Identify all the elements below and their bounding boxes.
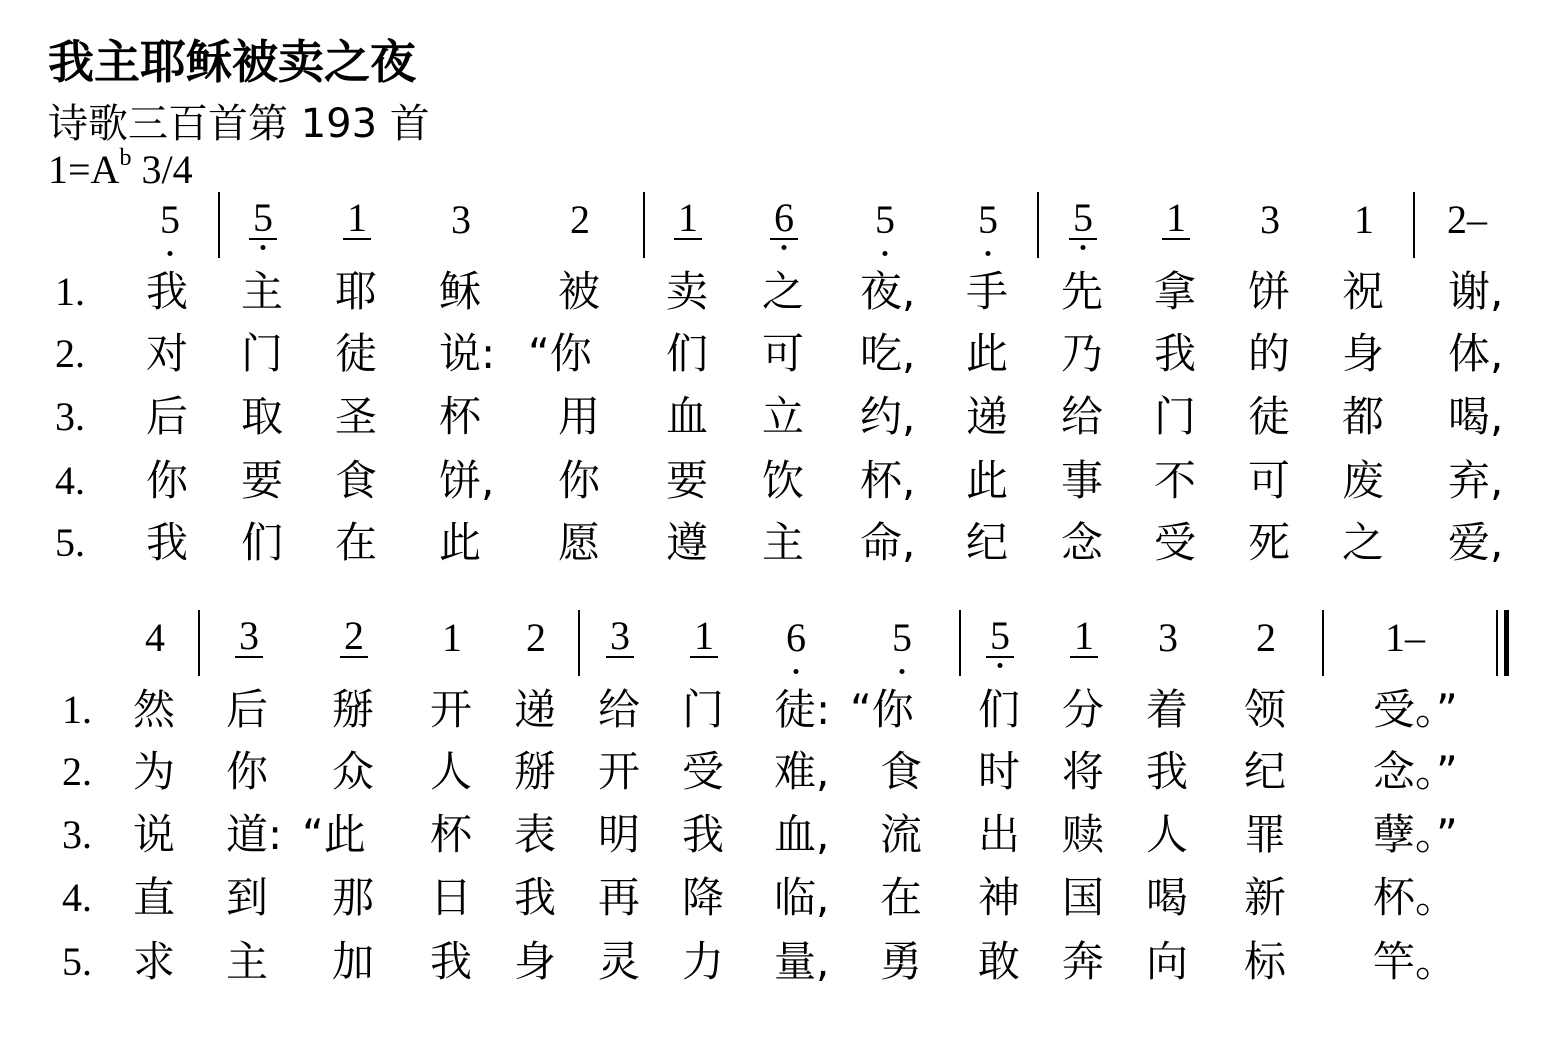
lyric-syllable: 喝	[1146, 873, 1189, 922]
lyric-syllable: 饼,	[439, 456, 495, 505]
lyric-syllable: 你	[146, 456, 189, 505]
lyric-syllable: 饼	[1248, 267, 1291, 316]
lyric-syllable: 量,	[774, 937, 830, 986]
lyric-syllable: 饮	[762, 456, 805, 505]
lyric-syllable: 主	[762, 518, 805, 567]
lyric-syllable: 流	[880, 810, 923, 859]
note	[892, 616, 912, 660]
barline	[1322, 610, 1324, 676]
low-octave-dot	[900, 669, 905, 674]
lyric-syllable: 说:	[439, 329, 496, 378]
lyric-syllable: 受。”	[1373, 685, 1458, 734]
lyric-syllable: 谢,	[1448, 267, 1504, 316]
note	[1354, 198, 1374, 242]
lyric-syllable: 的	[1248, 329, 1291, 378]
lyric-syllable: 要	[241, 456, 284, 505]
note-digit: 5	[1073, 195, 1093, 240]
lyric-syllable: 直	[133, 873, 176, 922]
lyric-syllable: 遵	[666, 518, 709, 567]
note-digit: 5	[160, 197, 180, 242]
low-octave-dot	[261, 245, 266, 250]
note	[606, 613, 634, 658]
lyric-syllable: 力	[682, 937, 725, 986]
note-digit: 4	[145, 615, 165, 660]
note	[160, 198, 180, 242]
verse-number: 1.	[55, 269, 85, 314]
lyric-syllable: 到	[226, 873, 269, 922]
note	[1069, 195, 1097, 240]
note-digit: 6	[774, 195, 794, 240]
note-digit: 3	[610, 613, 630, 658]
lyric-syllable: 众	[332, 747, 375, 796]
lyric-syllable: 向	[1146, 937, 1189, 986]
lyric-syllable: 新	[1244, 873, 1287, 922]
lyric-syllable: 着	[1146, 685, 1189, 734]
low-octave-dot	[998, 663, 1003, 668]
lyric-syllable: 道:	[226, 810, 283, 859]
note-digit: 1	[442, 615, 462, 660]
note-digit: 3	[451, 197, 471, 242]
lyric-syllable: 你	[226, 747, 269, 796]
note-digit: 1	[1166, 195, 1186, 240]
lyric-syllable: 为	[133, 747, 176, 796]
lyric-syllable: 罪	[1244, 810, 1287, 859]
lyric-syllable: 降	[682, 873, 725, 922]
barline	[1037, 192, 1039, 258]
lyric-syllable: 们	[666, 329, 709, 378]
lyric-syllable: 开	[598, 747, 641, 796]
note	[1260, 198, 1280, 242]
low-octave-dot	[986, 251, 991, 256]
lyric-syllable: 领	[1244, 685, 1287, 734]
lyric-syllable: 身	[1342, 329, 1385, 378]
verse-number: 2.	[55, 331, 85, 376]
low-octave-dot	[168, 251, 173, 256]
lyric-syllable: 我	[146, 518, 189, 567]
lyric-syllable: 人	[430, 747, 473, 796]
note-digit: 1	[678, 195, 698, 240]
note-digit: 2	[1256, 615, 1276, 660]
lyric-syllable: 之	[1342, 518, 1385, 567]
lyric-syllable: 表	[514, 810, 557, 859]
lyric-syllable: 先	[1061, 267, 1104, 316]
lyric-syllable: 弃,	[1448, 456, 1504, 505]
lyric-syllable: 之	[762, 267, 805, 316]
lyric-syllable: 祝	[1342, 267, 1385, 316]
verse-number: 1.	[62, 687, 92, 732]
lyric-syllable: 我	[1146, 747, 1189, 796]
lyric-syllable: 不	[1154, 456, 1197, 505]
note	[786, 616, 806, 660]
lyric-syllable: 命,	[860, 518, 916, 567]
note-digit: 1	[347, 195, 367, 240]
verse-number: 4.	[55, 458, 85, 503]
lyric-syllable: 食	[335, 456, 378, 505]
lyric-syllable: 我	[682, 810, 725, 859]
barline	[643, 192, 645, 258]
lyric-syllable: 手	[966, 267, 1009, 316]
note	[340, 613, 368, 658]
lyric-syllable: 难,	[774, 747, 830, 796]
lyric-syllable: 徒:	[774, 685, 831, 734]
lyric-syllable: 然	[133, 685, 176, 734]
lyric-syllable: 耶	[335, 267, 378, 316]
verse-number: 3.	[55, 394, 85, 439]
verse-number: 2.	[62, 749, 92, 794]
lyric-syllable: 标	[1244, 937, 1287, 986]
lyric-syllable: 要	[666, 456, 709, 505]
lyric-syllable: 将	[1062, 747, 1105, 796]
note-digit: 5	[875, 197, 895, 242]
lyric-syllable: 徒	[335, 329, 378, 378]
low-octave-dot	[1081, 245, 1086, 250]
note-digit: 6	[786, 615, 806, 660]
note	[1162, 195, 1190, 240]
lyric-syllable: 说	[133, 810, 176, 859]
lyric-syllable: 喝,	[1448, 392, 1504, 441]
note-digit: 5	[892, 615, 912, 660]
barline	[218, 192, 220, 258]
lyric-syllable: 后	[226, 685, 269, 734]
lyric-syllable: 在	[880, 873, 923, 922]
lyric-syllable: 都	[1342, 392, 1385, 441]
lyric-syllable: 我	[146, 267, 189, 316]
lyric-syllable: 我	[514, 873, 557, 922]
note-digit: 2	[570, 197, 590, 242]
note	[442, 616, 462, 660]
lyric-syllable: 被	[558, 267, 601, 316]
lyric-syllable: 你	[558, 456, 601, 505]
note-digit: 1	[1074, 613, 1094, 658]
lyric-syllable: 递	[514, 685, 557, 734]
barline	[1413, 192, 1415, 258]
lyric-syllable: 时	[978, 747, 1021, 796]
lyric-syllable: 纪	[966, 518, 1009, 567]
lyric-syllable: 主	[226, 937, 269, 986]
lyric-syllable: 夜,	[860, 267, 916, 316]
final-barline	[1496, 610, 1498, 676]
note-digit: 1	[1354, 197, 1374, 242]
note-digit: 2	[526, 615, 546, 660]
lyric-syllable: 我	[430, 937, 473, 986]
lyric-syllable: 血,	[774, 810, 830, 859]
lyric-syllable: 门	[682, 685, 725, 734]
lyric-syllable: 可	[762, 329, 805, 378]
key-accidental: b	[119, 144, 132, 171]
note	[249, 195, 277, 240]
lyric-syllable: 加	[332, 937, 375, 986]
lyric-syllable: 爱,	[1448, 518, 1504, 567]
note-digit: 3	[1158, 615, 1178, 660]
lyric-syllable: 杯	[430, 810, 473, 859]
lyric-syllable: 吃,	[860, 329, 916, 378]
lyric-syllable: 给	[598, 685, 641, 734]
verse-number: 5.	[62, 939, 92, 984]
lyric-syllable: 乃	[1061, 329, 1104, 378]
lyric-syllable: 此	[966, 456, 1009, 505]
low-octave-dot	[883, 251, 888, 256]
lyric-syllable: 对	[146, 329, 189, 378]
lyric-syllable: 死	[1248, 518, 1291, 567]
lyric-syllable: 此	[966, 329, 1009, 378]
lyric-syllable: 徒	[1248, 392, 1291, 441]
barline	[198, 610, 200, 676]
note	[875, 198, 895, 242]
lyric-syllable: 杯	[439, 392, 482, 441]
barline	[959, 610, 961, 676]
note-digit: 3	[1260, 197, 1280, 242]
note	[570, 198, 590, 242]
hymn-subtitle: 诗歌三百首第 193 首	[48, 101, 430, 147]
lyric-syllable: 稣	[439, 267, 482, 316]
lyric-syllable: 勇	[880, 937, 923, 986]
final-barline	[1504, 610, 1509, 676]
note	[1447, 198, 1487, 242]
note	[978, 198, 998, 242]
lyric-syllable: 出	[978, 810, 1021, 859]
lyric-syllable: 灵	[598, 937, 641, 986]
note	[343, 195, 371, 240]
lyric-syllable: 后	[146, 392, 189, 441]
lyric-syllable: 纪	[1244, 747, 1287, 796]
lyric-syllable: 卖	[666, 267, 709, 316]
lyric-syllable: “此	[302, 810, 366, 859]
note	[526, 616, 546, 660]
lyric-syllable: 敢	[978, 937, 1021, 986]
lyric-syllable: 事	[1061, 456, 1104, 505]
lyric-syllable: 再	[598, 873, 641, 922]
low-octave-dot	[794, 669, 799, 674]
note-digit: 1	[694, 613, 714, 658]
lyric-syllable: 门	[1154, 392, 1197, 441]
lyric-syllable: 赎	[1062, 810, 1105, 859]
lyric-syllable: 念。”	[1373, 747, 1458, 796]
lyric-syllable: 受	[1154, 518, 1197, 567]
lyric-syllable: 用	[558, 392, 601, 441]
note	[770, 195, 798, 240]
lyric-syllable: 念	[1061, 518, 1104, 567]
lyric-syllable: 我	[1154, 329, 1197, 378]
lyric-syllable: 临,	[774, 873, 830, 922]
lyric-syllable: 明	[598, 810, 641, 859]
note	[1158, 616, 1178, 660]
lyric-syllable: 国	[1062, 873, 1105, 922]
note-digit: 5	[990, 613, 1010, 658]
lyric-syllable: “你	[528, 329, 592, 378]
lyric-syllable: 递	[966, 392, 1009, 441]
lyric-syllable: 可	[1248, 456, 1291, 505]
note	[690, 613, 718, 658]
lyric-syllable: 求	[133, 937, 176, 986]
lyric-syllable: 杯,	[860, 456, 916, 505]
lyric-syllable: 血	[666, 392, 709, 441]
lyric-syllable: 受	[682, 747, 725, 796]
note	[235, 613, 263, 658]
lyric-syllable: 门	[241, 329, 284, 378]
barline	[578, 610, 580, 676]
lyric-syllable: 开	[430, 685, 473, 734]
lyric-syllable: 立	[762, 392, 805, 441]
note	[986, 613, 1014, 658]
lyric-syllable: 在	[335, 518, 378, 567]
note-digit: 2–	[1447, 197, 1487, 242]
verse-number: 3.	[62, 812, 92, 857]
lyric-syllable: 体,	[1448, 329, 1504, 378]
lyric-syllable: 给	[1061, 392, 1104, 441]
lyric-syllable: 食	[880, 747, 923, 796]
key-prefix: 1=A	[48, 147, 120, 192]
note	[145, 616, 165, 660]
low-octave-dot	[782, 245, 787, 250]
lyric-syllable: 孽。”	[1373, 810, 1458, 859]
lyric-syllable: 圣	[335, 392, 378, 441]
note	[1256, 616, 1276, 660]
hymn-title: 我主耶稣被卖之夜	[48, 35, 416, 89]
lyric-syllable: 掰	[514, 747, 557, 796]
lyric-syllable: 约,	[860, 392, 916, 441]
lyric-syllable: 拿	[1154, 267, 1197, 316]
note-digit: 2	[344, 613, 364, 658]
lyric-syllable: 奔	[1062, 937, 1105, 986]
lyric-syllable: 废	[1342, 456, 1385, 505]
lyric-syllable: 日	[430, 873, 473, 922]
note-digit: 1–	[1385, 615, 1425, 660]
lyric-syllable: 掰	[332, 685, 375, 734]
lyric-syllable: 神	[978, 873, 1021, 922]
lyric-syllable: 们	[978, 685, 1021, 734]
note-digit: 3	[239, 613, 259, 658]
note-digit: 5	[978, 197, 998, 242]
lyric-syllable: 此	[439, 518, 482, 567]
lyric-syllable: 分	[1062, 685, 1105, 734]
verse-number: 5.	[55, 520, 85, 565]
verse-number: 4.	[62, 875, 92, 920]
key-signature	[48, 146, 193, 193]
lyric-syllable: 取	[241, 392, 284, 441]
note	[1070, 613, 1098, 658]
lyric-syllable: 那	[332, 873, 375, 922]
note-digit: 5	[253, 195, 273, 240]
lyric-syllable: 愿	[558, 518, 601, 567]
time-signature: 3/4	[141, 147, 193, 192]
lyric-syllable: 竿。	[1373, 937, 1458, 986]
note	[674, 195, 702, 240]
lyric-syllable: 主	[241, 267, 284, 316]
lyric-syllable: 杯。	[1373, 873, 1458, 922]
note	[1385, 616, 1425, 660]
lyric-syllable: “你	[850, 685, 914, 734]
lyric-syllable: 们	[241, 518, 284, 567]
note	[451, 198, 471, 242]
lyric-syllable: 身	[514, 937, 557, 986]
lyric-syllable: 人	[1146, 810, 1189, 859]
